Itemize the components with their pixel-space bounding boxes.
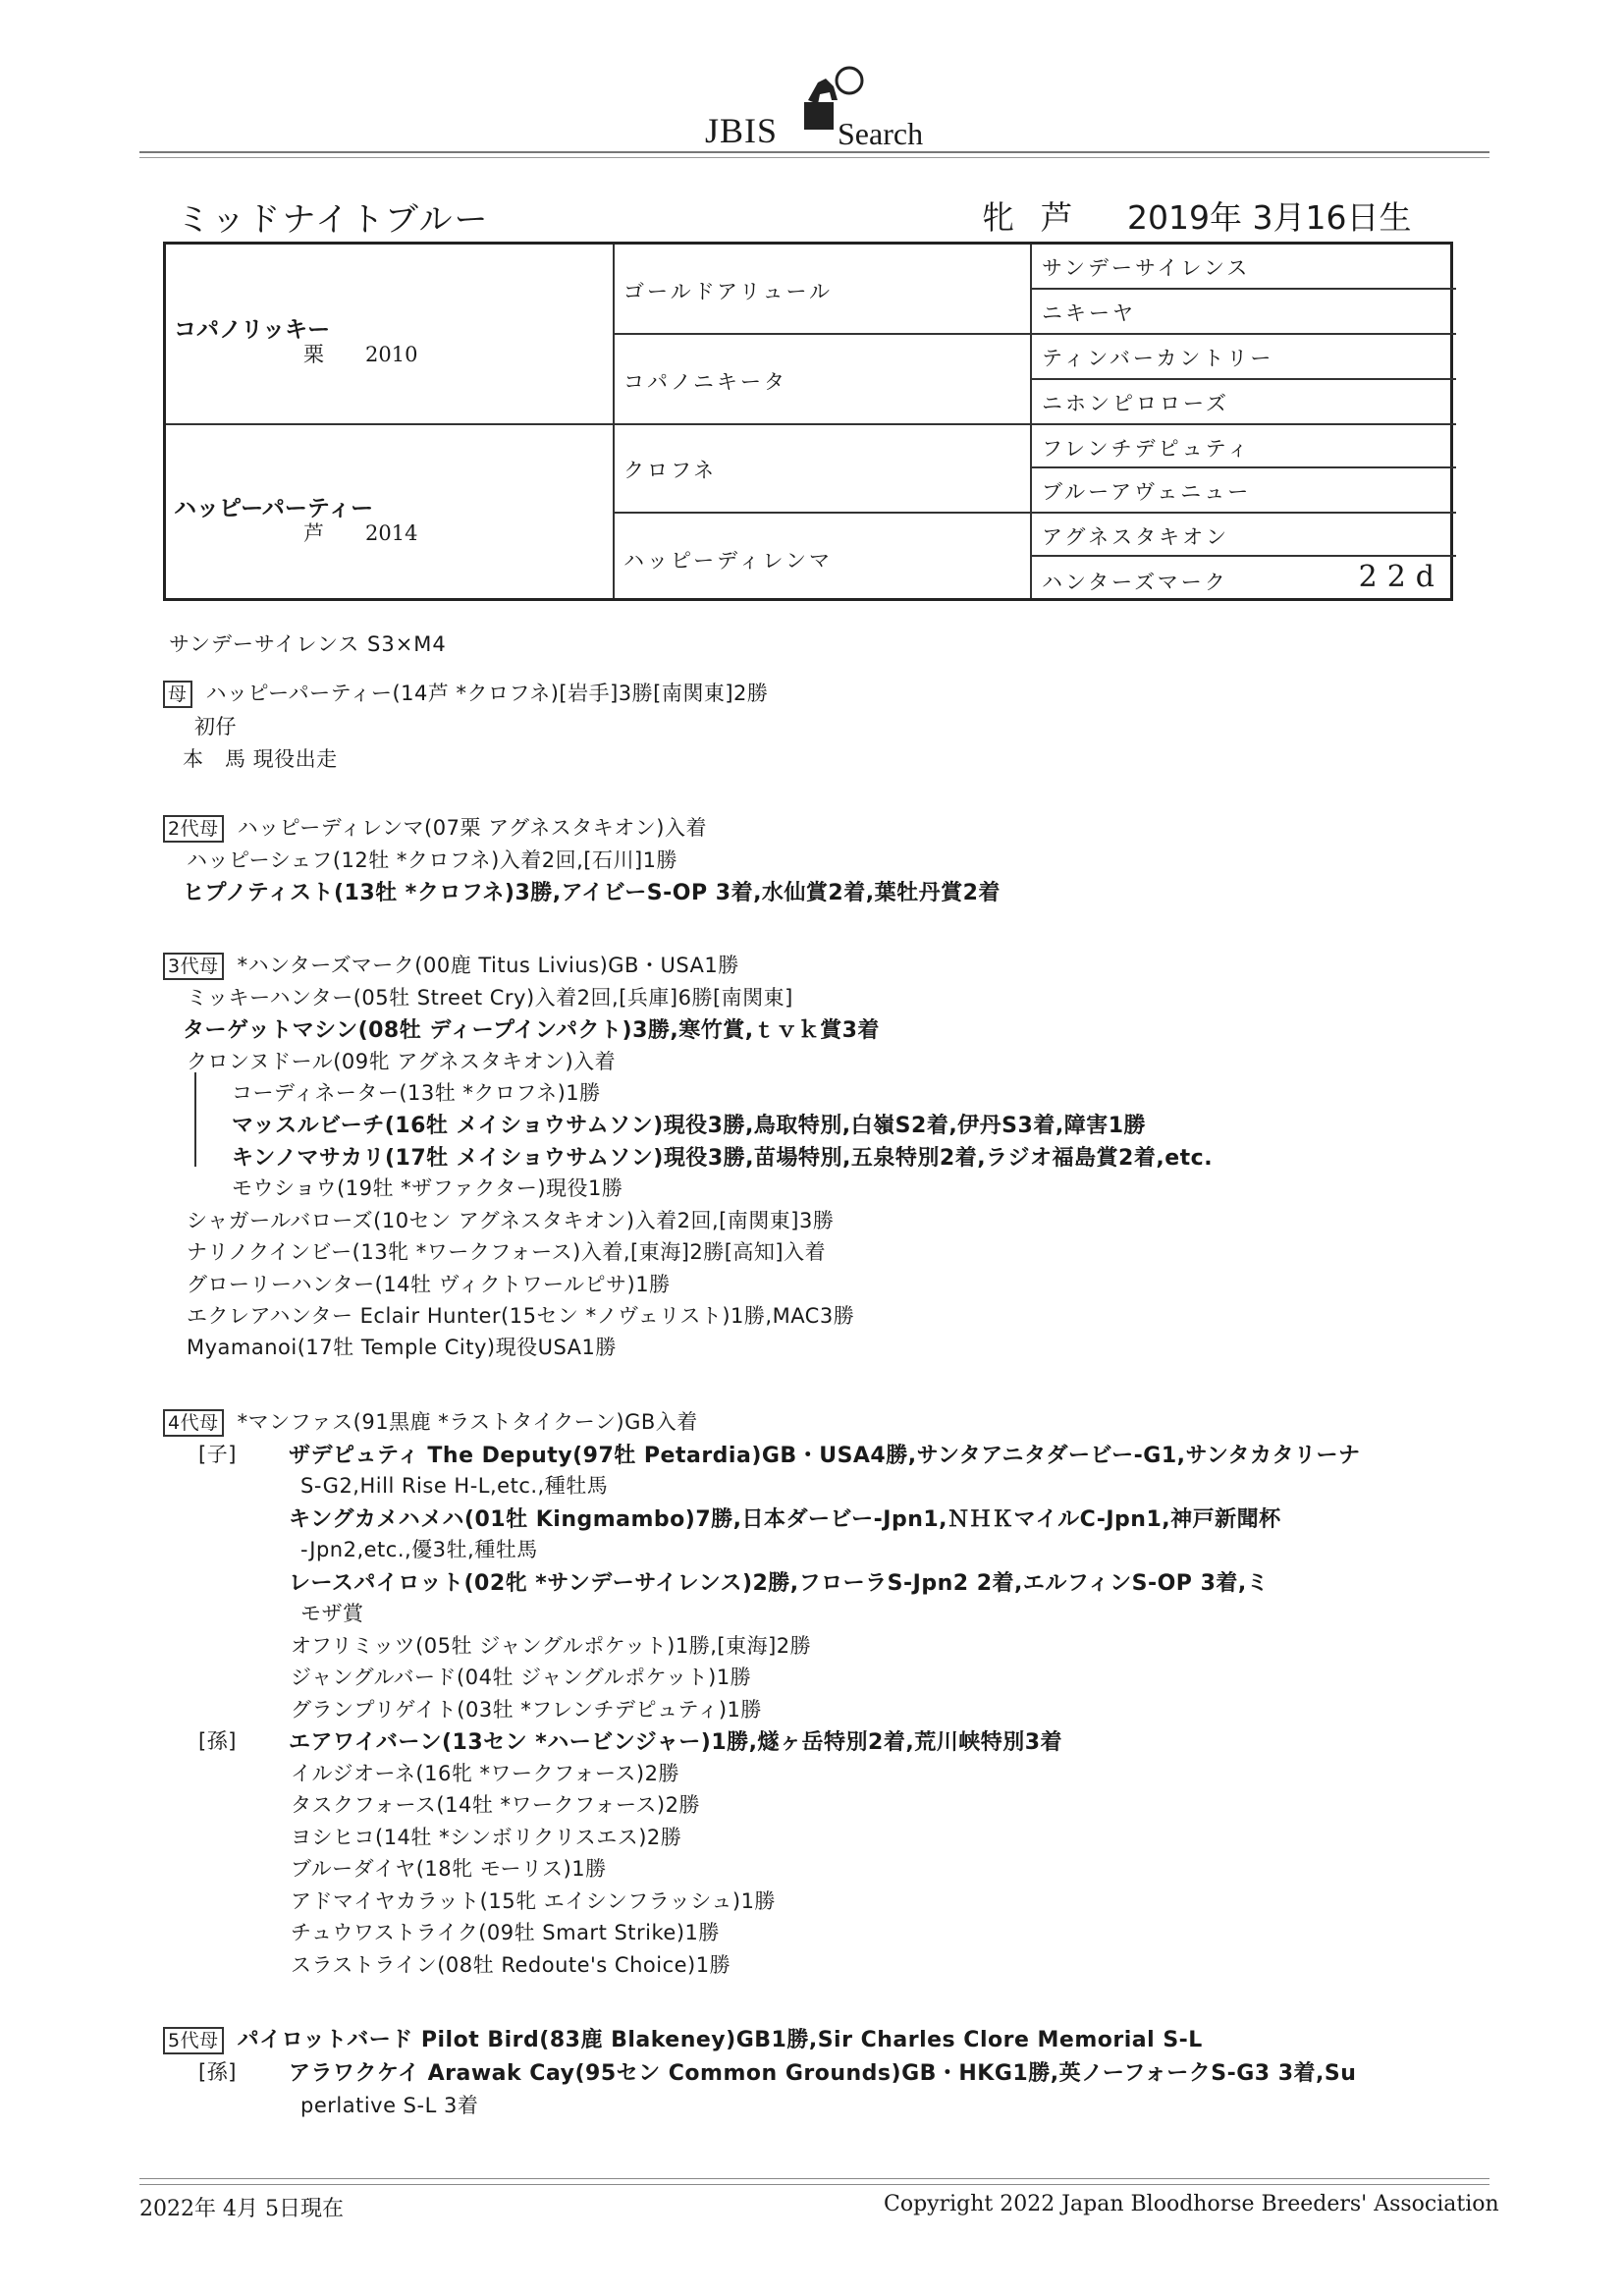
section-5th-dam-line [163, 2023, 1203, 2054]
list-item: エアワイバーン(13セン *ハービンジャー)1勝,燧ヶ岳特別2着,荒川峡特別3着 [289, 1730, 1062, 1755]
ped-divider [1030, 378, 1456, 380]
section-dam-line [163, 678, 768, 708]
list-item: ハッピーパーティー(14芦 *クロフネ)[岩手]3勝[南関東]2勝 [205, 682, 769, 705]
ped-g3-7: アグネスタキオン [1042, 525, 1230, 549]
list-item: ターゲットマシン(08牡 ディープインパクト)3勝,寒竹賞,ｔｖｋ賞3着 [183, 1018, 880, 1043]
list-item: ヨシヒコ(14牡 *シンボリクリスエス)2勝 [291, 1826, 682, 1849]
list-item: パイロットバード Pilot Bird(83鹿 Blakeney)GB1勝,Sir Charles Clore Memorial S-L [237, 2028, 1203, 2052]
list-item: チュウワストライク(09牡 Smart Strike)1勝 [291, 1921, 720, 1944]
dam-color-year: 芦 2014 [303, 521, 418, 545]
dam-name: ハッピーパーティー [174, 496, 374, 521]
ped-divider [1030, 423, 1456, 425]
list-item: クロンヌドール(09牝 アグネスタキオン)入着 [187, 1050, 617, 1073]
list-item: マッスルビーチ(16牡 メイショウサムソン)現役3勝,鳥取特別,白嶺S2着,伊丹S3着,障害1勝 [232, 1114, 1146, 1138]
ped-divider [613, 333, 1030, 335]
sire-name: コパノリッキー [174, 317, 331, 343]
ped-g3-2: ニキーヤ [1042, 301, 1136, 325]
list-item: キングカメハメハ(01牡 Kingmambo)7勝,日本ダービー-Jpn1,ＮＨＫマイルC-Jpn1,神戸新聞杯 [289, 1507, 1281, 1532]
list-item: ハッピーシェフ(12牡 *クロフネ)入着2回,[石川]1勝 [187, 848, 678, 872]
list-item: Myamanoi(17牡 Temple City)現役USA1勝 [187, 1336, 617, 1359]
footer-rule [139, 2178, 1489, 2179]
list-item: -Jpn2,etc.,優3牡,種牡馬 [300, 1538, 538, 1561]
horse-name: ミッドナイトブルー [177, 200, 490, 240]
ped-g3-5: フレンチデピュティ [1042, 437, 1251, 461]
ped-g3-3: ティンバーカントリー [1042, 347, 1274, 370]
family-number: 22d [1358, 560, 1444, 594]
header-rule-thin [139, 157, 1489, 158]
as-of-date: 2022年 4月 5日現在 [139, 2197, 344, 2221]
section-2nd-dam-line [163, 812, 707, 843]
ped-g2-4: ハッピーディレンマ [623, 549, 833, 573]
list-item: モザ賞 [300, 1602, 364, 1625]
section-tag: 5代母 [163, 2027, 224, 2054]
list-item: ナリノクインビー(13牝 *ワークフォース)入着,[東海]2勝[高知]入着 [187, 1240, 827, 1264]
ped-g2-2: コパノニキータ [623, 370, 787, 394]
ped-g2-3: クロフネ [623, 459, 718, 482]
list-item: シャガールバローズ(10セン アグネスタキオン)入着2回,[南関東]3勝 [187, 1209, 835, 1232]
list-item: 初仔 [194, 715, 237, 738]
list-item: *マンファス(91黒鹿 *ラストタイクーン)GB入着 [237, 1410, 698, 1434]
ped-divider [1030, 288, 1456, 290]
list-item: イルジオーネ(16牝 *ワークフォース)2勝 [291, 1762, 679, 1785]
grandchild-tag: [孫] [198, 1729, 237, 1753]
ped-g3-1: サンデーサイレンス [1042, 256, 1251, 280]
family-bracket [194, 1072, 196, 1167]
horse-birth-date: 2019年 3月16日生 [1127, 198, 1412, 237]
footer-rule-thin [139, 2184, 1489, 2185]
list-item: グランプリゲイト(03牡 *フレンチデピュティ)1勝 [291, 1698, 762, 1722]
jbis-search-logo [705, 61, 941, 149]
list-item: グローリーハンター(14牡 ヴィクトワールピサ)1勝 [187, 1273, 671, 1296]
sire-color-year: 栗 2010 [303, 343, 418, 366]
list-item: ミッキーハンター(05牡 Street Cry)入着2回,[兵庫]6勝[南関東] [187, 986, 793, 1010]
section-tag: 4代母 [163, 1409, 224, 1437]
list-item: キンノマサカリ(17牡 メイショウサムソン)現役3勝,苗場特別,五泉特別2着,ラジオ福島賞2着,etc. [232, 1146, 1214, 1171]
ped-g3-6: ブルーアヴェニュー [1042, 480, 1252, 504]
list-item: ザデピュティ The Deputy(97牡 Petardia)GB・USA4勝,サンタアニタダービー-G1,サンタカタリーナ [289, 1444, 1361, 1468]
list-item: ブルーダイヤ(18牝 モーリス)1勝 [291, 1857, 607, 1881]
ped-divider [1030, 466, 1456, 468]
list-item: ハッピーディレンマ(07栗 アグネスタキオン)入着 [237, 816, 707, 840]
list-item: *ハンターズマーク(00鹿 Titus Livius)GB・USA1勝 [237, 954, 739, 977]
list-item: ヒプノティスト(13牡 *クロフネ)3勝,アイビーS-OP 3着,水仙賞2着,葉牡丹賞2着 [183, 881, 1001, 905]
child-tag: [子] [198, 1443, 237, 1466]
list-item: アラワクケイ Arawak Cay(95セン Common Grounds)GB・HKG1勝,英ノーフォークS-G3 3着,Su [289, 2061, 1357, 2086]
list-item: オフリミッツ(05牡 ジャングルポケット)1勝,[東海]2勝 [291, 1634, 812, 1658]
ped-divider [1030, 333, 1456, 335]
list-item: 本 馬 現役出走 [183, 747, 338, 771]
ped-divider [1030, 245, 1032, 598]
list-item: スラストライン(08牡 Redoute's Choice)1勝 [291, 1953, 731, 1977]
ped-g3-8: ハンターズマーク [1042, 571, 1228, 594]
header-rule [139, 151, 1489, 153]
ped-divider [613, 512, 1030, 514]
section-tag: 3代母 [163, 953, 224, 980]
section-tag: 2代母 [163, 815, 224, 843]
ped-divider [1030, 555, 1456, 557]
logo-text-left: JBIS [705, 111, 779, 150]
list-item: perlative S-L 3着 [300, 2094, 479, 2117]
list-item: ジャングルバード(04牡 ジャングルポケット)1勝 [291, 1666, 752, 1689]
section-4th-dam-line [163, 1406, 698, 1437]
list-item: タスクフォース(14牡 *ワークフォース)2勝 [291, 1793, 700, 1817]
grandchild-tag: [孫] [198, 2060, 237, 2084]
list-item: コーディネーター(13牡 *クロフネ)1勝 [232, 1081, 601, 1105]
list-item: モウショウ(19牡 *ザファクター)現役1勝 [232, 1176, 623, 1200]
ped-divider [166, 423, 613, 425]
copyright: Copyright 2022 Japan Bloodhorse Breeders' Association [884, 2192, 1499, 2216]
section-3rd-dam-line [163, 950, 739, 980]
ped-divider [613, 423, 1030, 425]
inbreeding-cross: サンデーサイレンス S3×M4 [169, 632, 447, 656]
ped-divider [613, 245, 615, 598]
pedigree-table [163, 242, 1453, 601]
ped-g2-1: ゴールドアリュール [623, 280, 834, 303]
list-item: エクレアハンター Eclair Hunter(15セン *ノヴェリスト)1勝,MAC3勝 [187, 1304, 855, 1328]
list-item: S-G2,Hill Rise H-L,etc.,種牡馬 [300, 1474, 609, 1498]
ped-divider [1030, 512, 1456, 514]
section-tag: 母 [163, 681, 192, 708]
logo-text-right: Search [838, 116, 924, 151]
horse-sex-color: 牝 芦 [982, 198, 1081, 237]
ped-g3-4: ニホンピロローズ [1042, 392, 1229, 415]
list-item: レースパイロット(02牝 *サンデーサイレンス)2勝,フローラS-Jpn2 2着,エルフィンS-OP 3着,ミ [289, 1571, 1270, 1596]
list-item: アドマイヤカラット(15牝 エイシンフラッシュ)1勝 [291, 1889, 776, 1913]
